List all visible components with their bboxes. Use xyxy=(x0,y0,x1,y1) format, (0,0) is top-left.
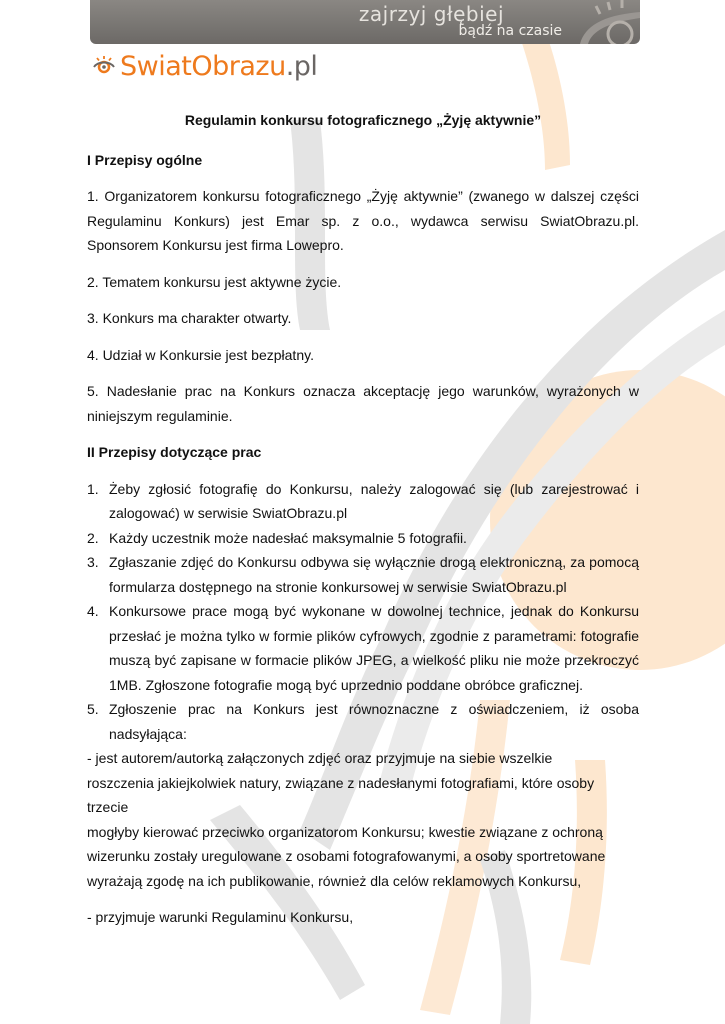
list-item-text: Konkursowe prace mogą być wykonane w dowolnej technice, jednak do Konkursu przesłać je można tylko w formie plików cyfrowych, zgodnie z parametrami: fotografie muszą być zapisane w formacie plików JPEG, a wielkość pliku nie może przekroczyć 1MB. Zgłoszone fotografie mogą być uprzednio poddane obróbce graficznej. xyxy=(109,603,639,693)
works-rule-4 xyxy=(87,599,639,697)
document-body xyxy=(87,108,639,930)
declaration-line: wyrażają zgodę na ich publikowanie, również dla celów reklamowych Konkursu, xyxy=(87,872,582,889)
logo-word-obrazu: Obrazu xyxy=(191,50,286,82)
header-band xyxy=(90,0,640,44)
logo-word-pl: .pl xyxy=(285,50,318,82)
list-item-text: Żeby zgłosić fotografię do Konkursu, należy zalogować się (lub zarejestrować i zalogować) w serwisie SwiatObrazu.pl xyxy=(109,480,639,521)
works-rule-2 xyxy=(87,526,639,551)
general-rule-3: 3. Konkurs ma charakter otwarty. xyxy=(87,310,292,326)
site-logo[interactable] xyxy=(92,50,317,82)
declaration-bullet-1 xyxy=(87,746,639,893)
works-rule-3 xyxy=(87,550,639,599)
works-rules-list xyxy=(87,477,639,747)
declaration-line: - jest autorem/autorką załączonych zdjęć oraz przyjmuje na siebie wszelkie xyxy=(87,750,553,766)
eye-logo-icon xyxy=(92,54,116,78)
general-rule-1: 1. Organizatorem konkursu fotograficznego „Żyję aktywnie” (zwanego w dalszej części Regulaminu Konkurs) jest Emar sp. z o.o., wydawca serwisu SwiatObrazu.pl. Sponsorem Konkursu jest firma Lowepro. xyxy=(87,188,639,253)
declaration-line: roszczenia jakiejkolwiek natury, związane z nadesłanymi fotografiami, które osoby trzecie xyxy=(87,774,595,815)
works-rule-5 xyxy=(87,697,639,746)
list-item-text: Zgłaszanie zdjęć do Konkursu odbywa się wyłącznie drogą elektroniczną, za pomocą formularza dostępnego na stronie konkursowej w serwisie SwiatObrazu.pl xyxy=(109,554,639,595)
logo-word-swiat: Swiat xyxy=(120,50,192,82)
general-rule-5: 5. Nadesłanie prac na Konkurs oznacza akceptację jego warunków, wyrażonych w niniejszym regulaminie. xyxy=(87,383,639,424)
works-rule-1 xyxy=(87,477,639,526)
header-tagline-secondary: bądź na czasie xyxy=(458,23,562,39)
declaration-line: wizerunku zostały uregulowane z osobami fotografowanymi, a osoby sportretowane xyxy=(87,848,606,864)
document-title: Regulamin konkursu fotograficznego „Żyję aktywnie” xyxy=(184,112,542,128)
list-number: 2. xyxy=(87,529,99,546)
list-item-text: Każdy uczestnik może nadesłać maksymalnie 5 fotografii. xyxy=(109,529,467,546)
general-rule-4: 4. Udział w Konkursie jest bezpłatny. xyxy=(87,346,314,363)
declaration-line: mogłyby kierować przeciwko organizatorom Konkursu; kwestie związane z ochroną xyxy=(87,823,603,840)
list-number: 1. xyxy=(87,480,99,497)
header-eye-icon xyxy=(560,0,640,44)
logo-wordmark xyxy=(120,51,317,82)
header-tagline-primary: zajrzyj głębiej xyxy=(358,2,504,26)
list-number: 3. xyxy=(87,554,99,570)
list-number: 5. xyxy=(87,701,99,717)
declaration-bullet-2: - przyjmuje warunki Regulaminu Konkursu, xyxy=(87,909,354,925)
list-item-text: Zgłoszenie prac na Konkurs jest równoznaczne z oświadczeniem, iż osoba nadsyłająca: xyxy=(109,701,639,742)
section-heading-general: I Przepisy ogólne xyxy=(87,151,203,168)
section-heading-works: II Przepisy dotyczące prac xyxy=(87,444,262,460)
list-number: 4. xyxy=(87,603,99,619)
general-rule-2: 2. Tematem konkursu jest aktywne życie. xyxy=(87,273,342,290)
